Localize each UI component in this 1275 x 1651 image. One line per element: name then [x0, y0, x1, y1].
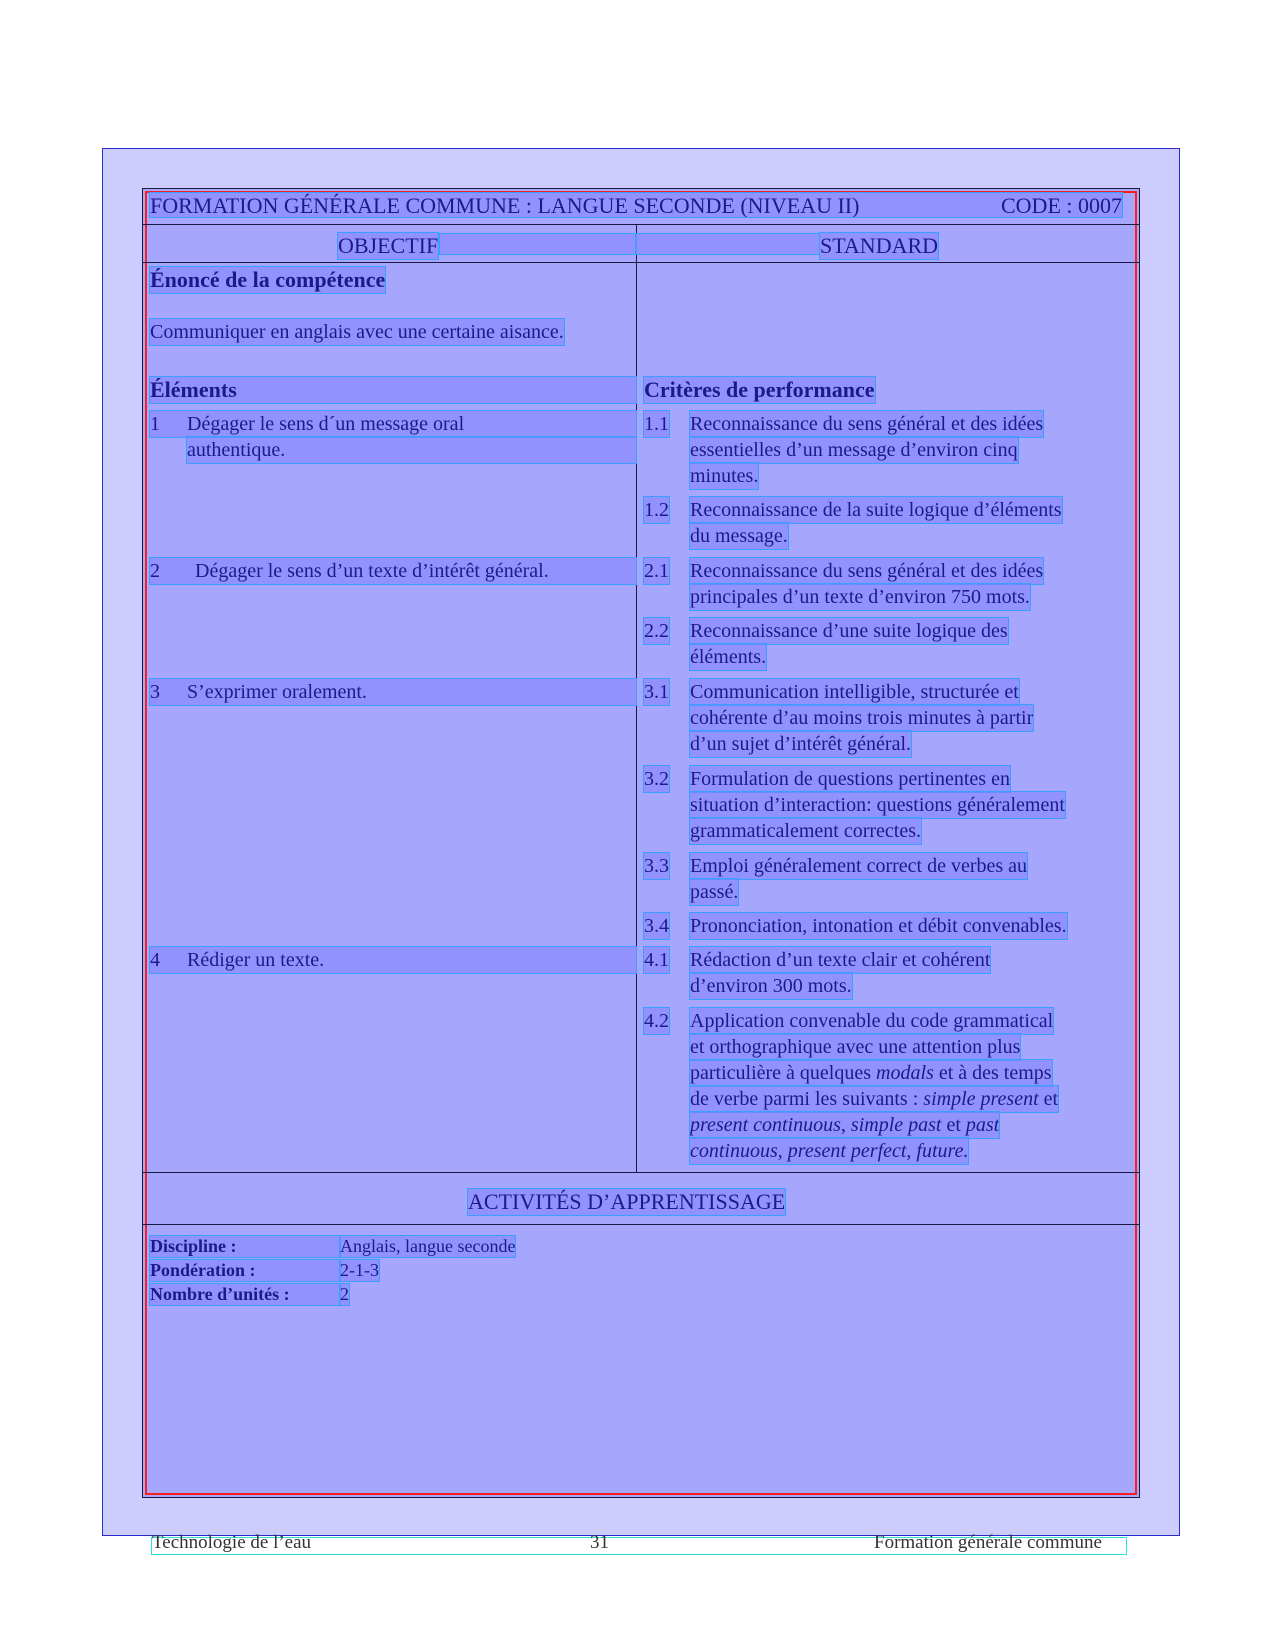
critere-3-2-line: Formulation de questions pertinentes en [690, 768, 1010, 790]
critere-2-2-line: éléments. [690, 646, 767, 668]
element-number: 4 [150, 949, 160, 971]
info-label: Nombre d’unités : [150, 1284, 340, 1305]
footer-right: Formation générale commune [874, 1532, 1102, 1553]
element-1-cont: authentique. [187, 437, 636, 463]
critere-number: 3.3 [644, 855, 669, 877]
critere-number: 4.2 [644, 1010, 669, 1032]
critere-4-2-line [690, 1112, 999, 1138]
text-run: et [1038, 1088, 1059, 1110]
header-spacer-right [636, 234, 819, 254]
info-label: Discipline : [150, 1236, 340, 1257]
info-value: Anglais, langue seconde [340, 1236, 516, 1256]
critere-4-1-line: d’environ 300 mots. [690, 975, 852, 997]
critere-1-2-line: du message. [690, 525, 788, 547]
critere-number: 3.4 [644, 915, 669, 937]
enonce-heading: Énoncé de la compétence [150, 267, 386, 292]
critere-3-3-line: Emploi généralement correct de verbes au [690, 855, 1028, 877]
text-run: et à des temps [933, 1062, 1052, 1084]
element-text: Dégager le sens d´un message oral [187, 413, 465, 435]
elements-heading: Éléments [150, 377, 636, 403]
header-title: FORMATION GÉNÉRALE COMMUNE : LANGUE SECONDE (NIVEAU II) [150, 193, 860, 218]
critere-number: 2.2 [644, 620, 669, 642]
critere-3-1-line: d’un sujet d’intérêt général. [690, 733, 912, 755]
critere-3-2-line: situation d’interaction: questions généralement [690, 794, 1065, 816]
critere-2-1-line: principales d’un texte d’environ 750 mots. [690, 586, 1030, 608]
critere-4-2-line: et orthographique avec une attention plus [690, 1036, 1021, 1058]
text-run: et [941, 1114, 966, 1136]
footer-left: Technologie de l’eau [152, 1532, 312, 1553]
italic-term: simple present [923, 1088, 1039, 1110]
column-separator [636, 224, 637, 1172]
critere-number: 1.1 [644, 413, 669, 435]
info-value: 2 [340, 1284, 349, 1304]
critere-4-2-line [690, 1086, 1058, 1112]
header-divider [142, 224, 1140, 225]
critere-3-3-line: passé. [690, 881, 739, 903]
critere-number: 2.1 [644, 560, 669, 582]
critere-2-1-line: Reconnaissance du sens général et des idées [690, 560, 1044, 582]
element-number: 2 [150, 560, 160, 582]
activites-top-divider [142, 1172, 1140, 1173]
critere-number: 3.1 [644, 681, 669, 703]
critere-1-1-line: minutes. [690, 465, 759, 487]
critere-4-1-line: Rédaction d’un texte clair et cohérent [690, 949, 991, 971]
italic-term: modals [876, 1062, 934, 1084]
footer-page-number: 31 [590, 1532, 609, 1553]
text-run: de verbe parmi les suivants : [690, 1088, 924, 1110]
critere-number: 4.1 [644, 949, 669, 971]
column-header-standard: STANDARD [820, 233, 939, 258]
critere-3-2-line: grammaticalement correctes. [690, 820, 921, 842]
element-text: Dégager le sens d’un texte d’intérêt général. [195, 560, 549, 582]
italic-term: past [965, 1114, 1000, 1136]
activites-heading: ACTIVITÉS D’APPRENTISSAGE [468, 1189, 786, 1214]
critere-4-2-line [690, 1060, 1052, 1086]
critere-1-1-line: Reconnaissance du sens général et des idées [690, 413, 1044, 435]
info-label: Pondération : [150, 1260, 340, 1281]
italic-term: present continuous, simple past [690, 1114, 942, 1136]
element-2 [150, 558, 636, 584]
element-1 [150, 411, 636, 437]
element-text: Rédiger un texte. [187, 949, 325, 971]
info-value: 2-1-3 [340, 1260, 379, 1280]
critere-number: 3.2 [644, 768, 669, 790]
critere-number: 1.2 [644, 499, 669, 521]
header-code: CODE : 0007 [1001, 193, 1122, 218]
enonce-text: Communiquer en anglais avec une certaine aisance. [150, 321, 564, 343]
critere-3-4-line: Prononciation, intonation et débit convenables. [690, 915, 1067, 937]
column-header-objectif: OBJECTIF [338, 233, 439, 258]
element-text: S’exprimer oralement. [187, 681, 367, 703]
header-row [150, 193, 1122, 217]
critere-1-1-line: essentielles d’un message d’environ cinq [690, 439, 1018, 461]
critere-4-2-line: Application convenable du code grammatical [690, 1010, 1054, 1032]
critere-4-2-line: continuous, present perfect, future. [690, 1140, 969, 1162]
critere-1-2-line: Reconnaissance de la suite logique d’éléments [690, 499, 1062, 521]
element-4 [150, 947, 636, 973]
element-3 [150, 679, 636, 705]
columns-divider [142, 262, 1140, 263]
element-number: 1 [150, 413, 160, 435]
critere-3-1-line: cohérente d’au moins trois minutes à partir [690, 707, 1034, 729]
activites-bottom-divider [142, 1224, 1140, 1225]
critere-3-1-line: Communication intelligible, structurée et [690, 681, 1019, 703]
element-number: 3 [150, 681, 160, 703]
critere-2-2-line: Reconnaissance d’une suite logique des [690, 620, 1008, 642]
criteres-heading: Critères de performance [644, 377, 875, 402]
text-run: particulière à quelques [690, 1062, 877, 1084]
header-spacer [440, 234, 636, 254]
